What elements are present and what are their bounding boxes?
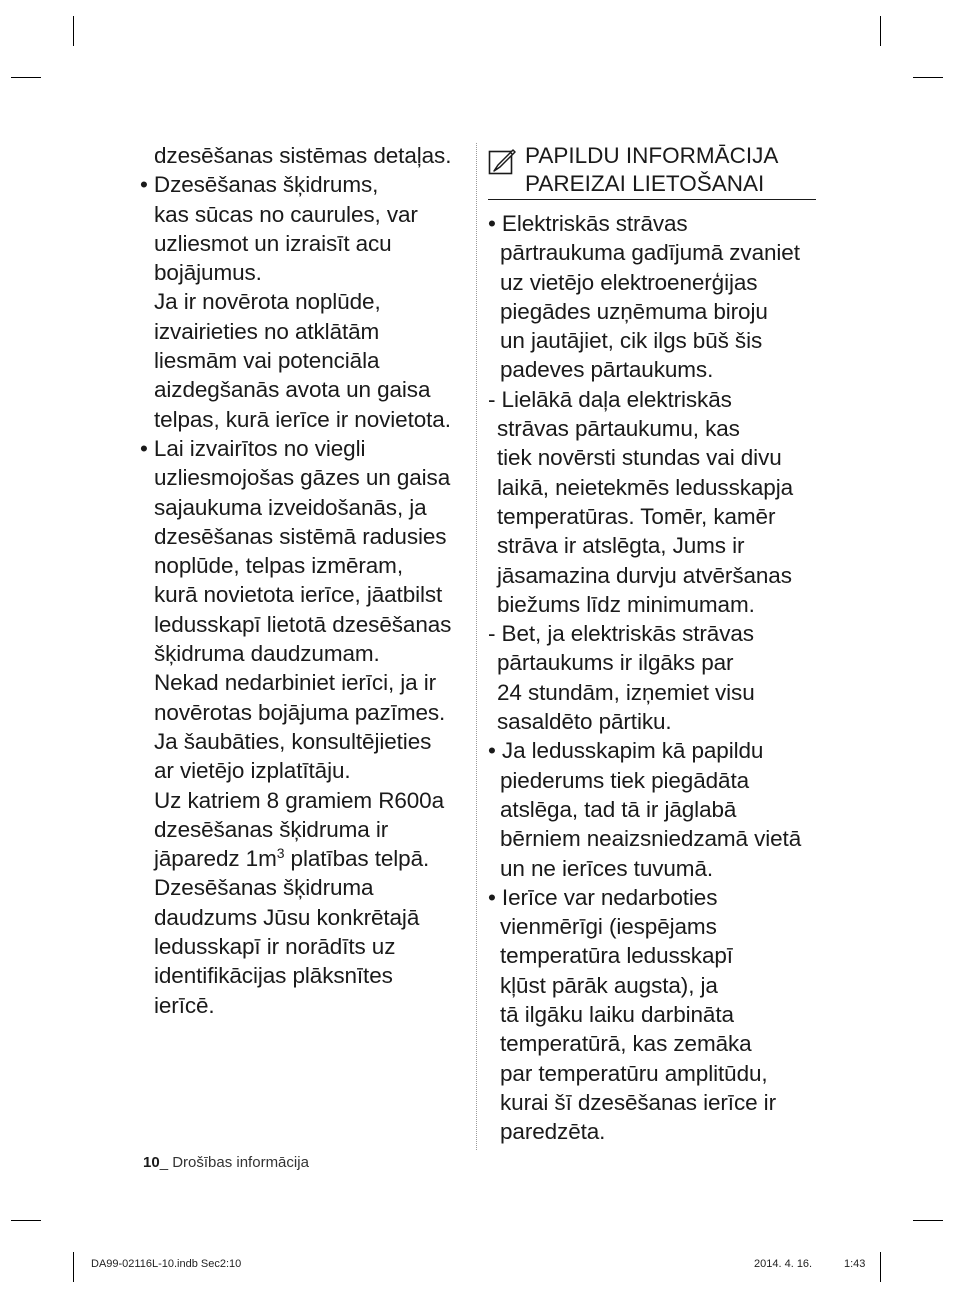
right-column (488, 141, 816, 1147)
bullet-line: • Ja ledusskapim kā papildu (488, 738, 764, 764)
text-line: kas sūcas no caurules, var (154, 201, 418, 227)
text-line: atslēga, tad tā ir jāglabā (500, 796, 737, 822)
section-heading (488, 141, 816, 200)
text-line: temperatūrā, kas zemāka (500, 1031, 752, 1057)
text-line: bojājumus. (154, 260, 262, 286)
heading-line-2: PAREIZAI LIETOŠANAI (525, 171, 765, 196)
text-line: Ja ir novērota noplūde, (154, 289, 381, 315)
text-line: pārtraukuma gadījumā zvaniet (500, 240, 800, 266)
text-line: Uz katriem 8 gramiem R600a (154, 787, 444, 813)
dash-line: - Lielākā daļa elektriskās (488, 386, 732, 412)
crop-mark-bottom-left-horizontal (11, 1220, 41, 1221)
text-line: uzliesmojošas gāzes un gaisa (154, 465, 451, 491)
text-line: ledusskapī lietotā dzesēšanas (154, 611, 452, 637)
text-line: tiek novērsti stundas vai divu (497, 445, 782, 471)
text-line: Dzesēšanas šķidruma (154, 875, 374, 901)
text-line: Ja šaubāties, konsultējieties (154, 728, 432, 754)
text-line: liesmām vai potenciāla (154, 348, 380, 374)
text-line: padeves pārtaukums. (500, 357, 714, 383)
text-line: strāva ir atslēgta, Jums ir (497, 533, 745, 559)
text-line: daudzums Jūsu konkrētajā (154, 904, 420, 930)
text-line: ledusskapī ir norādīts uz (154, 934, 396, 960)
text-line: tā ilgāku laiku darbināta (500, 1002, 734, 1028)
text-line: temperatūras. Tomēr, kamēr (497, 503, 776, 529)
bullet-line: • Ierīce var nedarboties (488, 884, 718, 910)
text-line: ierīcē. (154, 992, 215, 1018)
bullet-line: • Dzesēšanas šķidrums, (140, 172, 379, 198)
crop-mark-bottom-right-horizontal (913, 1220, 943, 1221)
dash-line: - Bet, ja elektriskās strāvas (488, 621, 754, 647)
text-line: dzesēšanas sistēmā radusies (154, 523, 447, 549)
volume-requirement-line (140, 844, 470, 873)
text-line: temperatūra ledusskapī (500, 943, 733, 969)
section-heading-title (525, 142, 778, 198)
print-file-info: DA99-02116L-10.indb Sec2:10 (91, 1258, 242, 1270)
crop-mark-top-left-horizontal (11, 77, 41, 78)
text-line: izvairieties no atklātām (154, 318, 380, 344)
text-line: sasaldēto pārtiku. (497, 709, 672, 735)
text-line: laikā, neietekmēs ledusskapja (497, 474, 794, 500)
text-line: biežums līdz minimumam. (497, 591, 755, 617)
text-line: un ne ierīces tuvumā. (500, 855, 714, 881)
volume-text-after: platības telpā. (284, 846, 430, 872)
heading-line-1: PAPILDU INFORMĀCIJA (525, 143, 779, 168)
volume-text-before: jāparedz 1m (154, 846, 277, 872)
print-time: 1:43 (844, 1258, 866, 1270)
crop-mark-top-left-vertical (73, 16, 74, 46)
crop-mark-bottom-left-vertical (73, 1252, 74, 1282)
print-date: 2014. 4. 16. (754, 1258, 813, 1270)
text-line: telpas, kurā ierīce ir novietota. (154, 406, 451, 432)
text-line: strāvas pārtaukumu, kas (497, 416, 740, 442)
superscript-exponent: 3 (276, 845, 285, 862)
text-line: par temperatūru amplitūdu, (500, 1060, 768, 1086)
text-line: piegādes uzņēmuma biroju (500, 298, 768, 324)
crop-mark-top-right-vertical (880, 16, 881, 46)
text-line: un jautājiet, cik ilgs būš šis (500, 328, 763, 354)
note-pencil-icon (488, 148, 516, 176)
text-line: noplūde, telpas izmēram, (154, 553, 403, 579)
text-line: kļūst pārāk augsta), ja (500, 972, 718, 998)
text-line: uzliesmot un izraisīt acu (154, 230, 392, 256)
text-line: dzesēšanas šķidruma ir (154, 816, 389, 842)
page-footer (143, 1154, 309, 1171)
text-line: jāsamazina durvju atvēršanas (497, 562, 792, 588)
text-line: šķidruma daudzumam. (154, 641, 380, 667)
text-line: kurā novietota ierīce, jāatbilst (154, 582, 443, 608)
bullet-line: • Lai izvairītos no viegli (140, 435, 366, 461)
text-line: identifikācijas plāksnītes (154, 963, 393, 989)
text-line: piederums tiek piegādāta (500, 767, 750, 793)
crop-mark-bottom-right-vertical (880, 1252, 881, 1282)
text-line: Nekad nedarbiniet ierīci, ja ir (154, 670, 437, 696)
text-line: bērniem neaizsniedzamā vietā (500, 826, 802, 852)
column-divider (476, 143, 477, 1150)
crop-mark-top-right-horizontal (913, 77, 943, 78)
text-line: vienmērīgi (iespējams (500, 914, 717, 940)
footer-section-title: _ Drošības informācija (159, 1154, 309, 1171)
text-line: sajaukuma izveidošanās, ja (154, 494, 427, 520)
bullet-line: • Elektriskās strāvas (488, 211, 688, 236)
text-line: 24 stundām, izņemiet visu (497, 679, 755, 705)
text-line: novērotas bojājuma pazīmes. (154, 699, 446, 725)
text-line: ar vietējo izplatītāju. (154, 758, 351, 784)
text-line: dzesēšanas sistēmas detaļas. (154, 143, 452, 168)
text-line: aizdegšanās avota un gaisa (154, 377, 431, 403)
left-column (140, 141, 470, 1020)
text-line: pārtaukums ir ilgāks par (497, 650, 734, 676)
text-line: kurai šī dzesēšanas ierīce ir (500, 1089, 776, 1115)
page-number: 10 (143, 1154, 160, 1171)
text-line: paredzēta. (500, 1119, 606, 1145)
text-line: uz vietējo elektroenerģijas (500, 269, 758, 295)
